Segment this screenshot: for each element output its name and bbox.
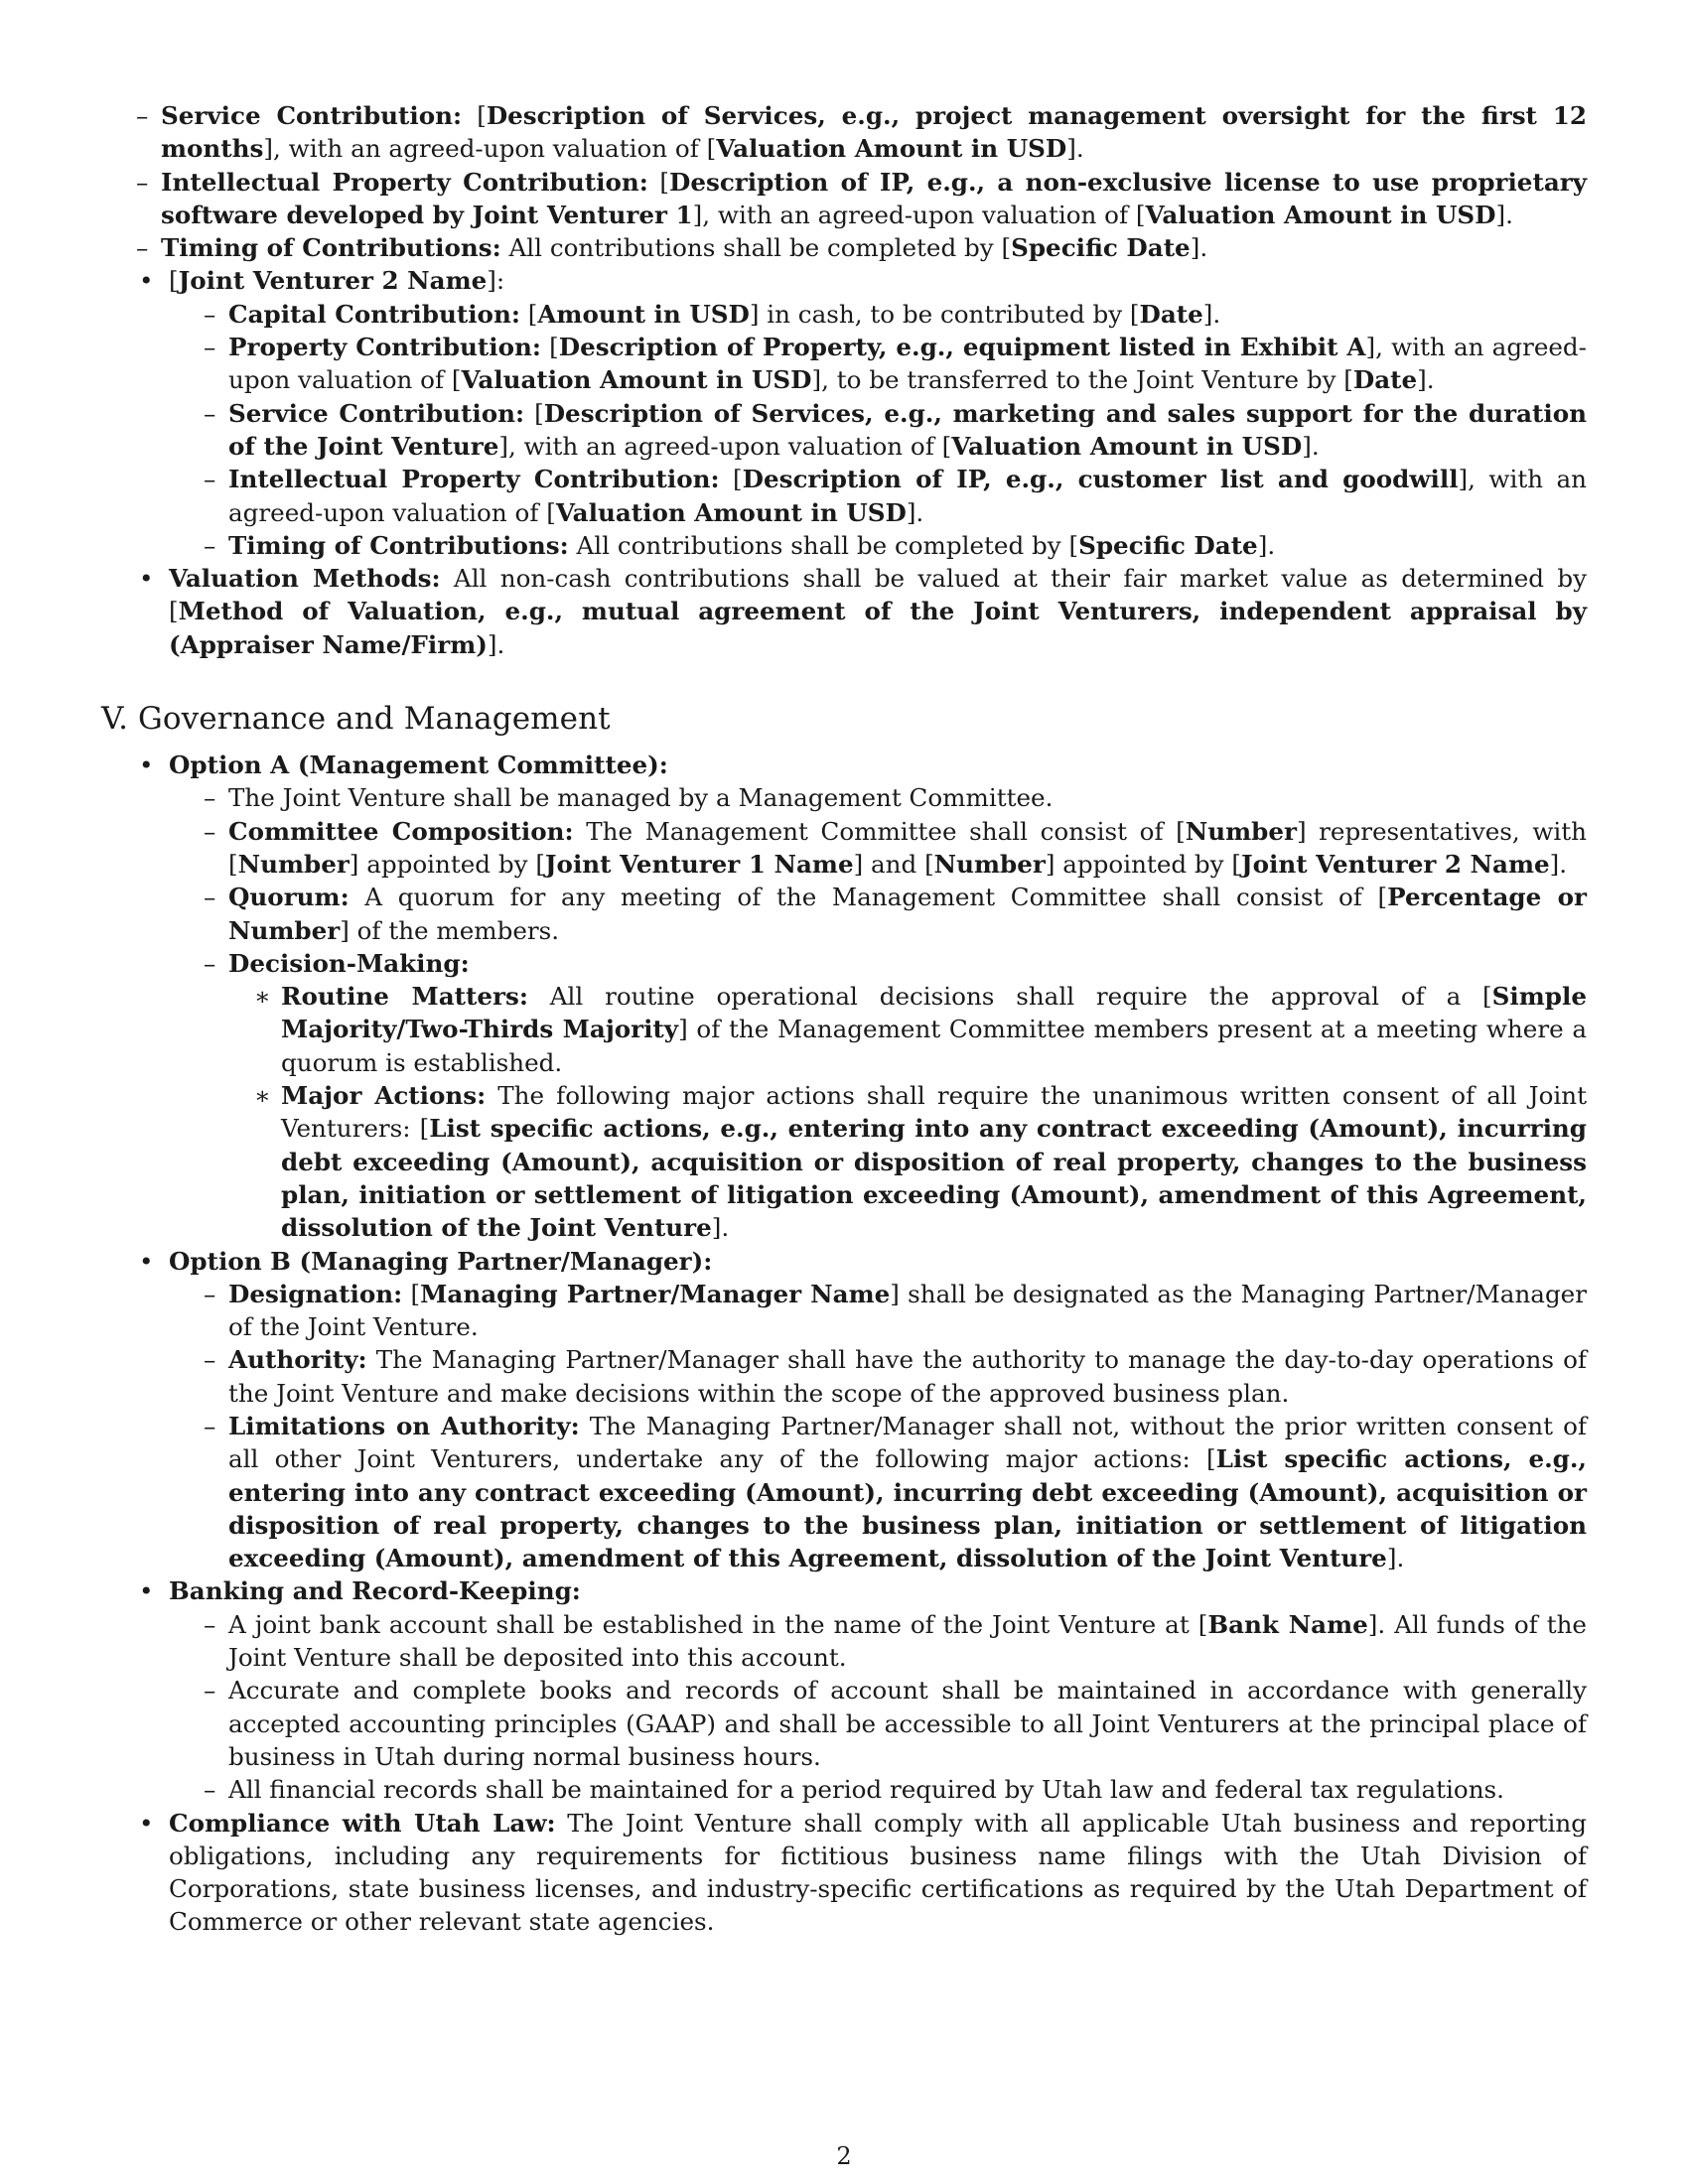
banking-item: • Banking and Record-Keeping: – A joint bank account shall be established in the name of the Joint Venture at [Bank Name]. All funds of the Joint Venture shall be deposited into this account. – Accurate and complete books and records of account shall be maintained in accordance with generally accepted accounting principles (GAAP) and shall be accessible to all Joint Venturers at the principal place of business in Utah during normal business hours. – All financial records shall be maintained for a period required by Utah law and federal tax regulations. [101, 1574, 1587, 1806]
option-b-item: • Option B (Managing Partner/Manager): – Designation: [Managing Partner/Manager Name] shall be designated as the Managing Partner/Manager of the Joint Venture. – Authority: The Managing Partner/Manager shall have the authority to manage the day-to-day operations of the Joint Venture and make decisions within the scope of the approved business plan. – Limitations on Authority: The Managing Partner/Manager shall not, without the prior written consent of all other Joint Venturers, undertake any of the following major actions: [List specific actions, e.g., entering into any contract exceeding (Amount), incurring debt exceeding (Amount), acquisition or disposition of real property, changes to the business plan, initiation or settlement of litigation exceeding (Amount), amendment of this Agreement, dissolution of the Joint Venture]. [101, 1245, 1587, 1575]
list-item: – The Joint Venture shall be managed by a Management Committee. [169, 781, 1587, 814]
list-item: – Accurate and complete books and records of account shall be maintained in accordance with generally accepted accounting principles (GAAP) and shall be accessible to all Joint Venturers at the principal place of business in Utah during normal business hours. [169, 1674, 1587, 1773]
venturer2-item: • [Joint Venturer 2 Name]: – Capital Contribution: [Amount in USD] in cash, to be contributed by [Date]. – Property Contribution: [Description of Property, e.g., equipment listed in Exhibit A], with an agreed-upon valuation of [Valuation Amount in USD], to be transferred to the Joint Venture by [Date]. – Service Contribution: [Description of Services, e.g., marketing and sales support for the duration of the Joint Venture], with an agreed-upon valuation of [Valuation Amount in USD]. – Intellectual Property Contribution: [Description of IP, e.g., customer list and goodwill], with an agreed-upon valuation of [Valuation Amount in USD]. – Timing of Contributions: All contributions shall be completed by [Specific Date]. [101, 264, 1587, 562]
option-a-sublist [169, 781, 1587, 1244]
venturer1-contributions-continued [101, 99, 1587, 264]
list-item: – Quorum: A quorum for any meeting of the Management Committee shall consist of [Percentage or Number] of the members. [169, 881, 1587, 947]
list-item: – A joint bank account shall be established in the name of the Joint Venture at [Bank Name]. All funds of the Joint Venture shall be deposited into this account. [169, 1608, 1587, 1675]
list-item: ∗ Major Actions: The following major actions shall require the unanimous written consent of all Joint Venturers: [List specific actions, e.g., entering into any contract exceeding (Amount), incurring debt exceeding (Amount), acquisition or disposition of real property, changes to the business plan, initiation or settlement of litigation exceeding (Amount), amendment of this Agreement, dissolution of the Joint Venture]. [228, 1079, 1587, 1244]
list-item: – Committee Composition: The Management Committee shall consist of [Number] representatives, with [Number] appointed by [Joint Venturer 1 Name] and [Number] appointed by [Joint Venturer 2 Name]. [169, 815, 1587, 882]
section-heading: V. Governance and Management [101, 701, 611, 738]
page-content [101, 99, 1587, 1939]
list-item: – Designation: [Managing Partner/Manager Name] shall be designated as the Managing Partner/Manager of the Joint Venture. [169, 1278, 1587, 1344]
list-item: – All financial records shall be maintained for a period required by Utah law and federal tax regulations. [169, 1773, 1587, 1806]
list-item: – Service Contribution: [Description of Services, e.g., project management oversight for the first 12 months], with an agreed-upon valuation of [Valuation Amount in USD]. [101, 99, 1587, 166]
banking-sublist [169, 1608, 1587, 1807]
valuation-methods-item: • Valuation Methods: All non-cash contributions shall be valued at their fair market value as determined by [Method of Valuation, e.g., mutual agreement of the Joint Venturers, independent appraisal by (Appraiser Name/Firm)]. [101, 562, 1587, 661]
list-item: – Service Contribution: [Description of Services, e.g., marketing and sales support for the duration of the Joint Venture], with an agreed-upon valuation of [Valuation Amount in USD]. [169, 397, 1587, 464]
venturer2-contributions [169, 298, 1587, 562]
list-item: – Timing of Contributions: All contributions shall be completed by [Specific Date]. [101, 231, 1587, 264]
compliance-item: • Compliance with Utah Law: The Joint Venture shall comply with all applicable Utah business and reporting obligations, including any requirements for fictitious business name filings with the Utah Division of Corporations, state business licenses, and industry-specific certifications as required by the Utah Department of Commerce or other relevant state agencies. [101, 1807, 1587, 1939]
governance-list [101, 749, 1587, 1939]
contributions-list [101, 264, 1587, 661]
list-item: – Property Contribution: [Description of Property, e.g., equipment listed in Exhibit A], with an agreed-upon valuation of [Valuation Amount in USD], to be transferred to the Joint Venture by [Date]. [169, 331, 1587, 397]
option-a-item: • Option A (Management Committee): – The Joint Venture shall be managed by a Management Committee. – Committee Composition: The Management Committee shall consist of [Number] representatives, with [Number] appointed by [Joint Venturer 1 Name] and [Number] appointed by [Joint Venturer 2 Name]. – Quorum: A quorum for any meeting of the Management Committee shall consist of [Percentage or Number] of the members. – Decision-Making: ∗ Routine Matters: All routine operational decisions shall require the approval of a [Simple Majority/Two-Thirds Majority] of the Management Committee members present at a meeting where a quorum is established. ∗ Major Actions: The following major actions shall require the unanimous written consent of all Joint Venturers: [List specific actions, e.g., entering into any contract exceeding (Amount), incurring debt exceeding (Amount), acquisition or disposition of real property, changes to the business plan, initiation or settlement of litigation exceeding (Amount), amendment of this Agreement, dissolution of the Joint Venture]. [101, 749, 1587, 1244]
list-item: – Authority: The Managing Partner/Manager shall have the authority to manage the day-to-day operations of the Joint Venture and make decisions within the scope of the approved business plan. [169, 1343, 1587, 1410]
list-item: – Decision-Making: ∗ Routine Matters: All routine operational decisions shall require the approval of a [Simple Majority/Two-Thirds Majority] of the Management Committee members present at a meeting where a quorum is established. ∗ Major Actions: The following major actions shall require the unanimous written consent of all Joint Venturers: [List specific actions, e.g., entering into any contract exceeding (Amount), incurring debt exceeding (Amount), acquisition or disposition of real property, changes to the business plan, initiation or settlement of litigation exceeding (Amount), amendment of this Agreement, dissolution of the Joint Venture]. [169, 947, 1587, 1245]
list-item: – Capital Contribution: [Amount in USD] in cash, to be contributed by [Date]. [169, 298, 1587, 331]
list-item: – Intellectual Property Contribution: [Description of IP, e.g., customer list and goodwill], with an agreed-upon valuation of [Valuation Amount in USD]. [169, 463, 1587, 529]
list-item: – Intellectual Property Contribution: [Description of IP, e.g., a non-exclusive license to use proprietary software developed by Joint Venturer 1], with an agreed-upon valuation of [Valuation Amount in USD]. [101, 166, 1587, 232]
list-item: ∗ Routine Matters: All routine operational decisions shall require the approval of a [Simple Majority/Two-Thirds Majority] of the Management Committee members present at a meeting where a quorum is established. [228, 980, 1587, 1079]
option-b-sublist [169, 1278, 1587, 1575]
list-item: – Limitations on Authority: The Managing Partner/Manager shall not, without the prior written consent of all other Joint Venturers, undertake any of the following major actions: [List specific actions, e.g., entering into any contract exceeding (Amount), incurring debt exceeding (Amount), acquisition or disposition of real property, changes to the business plan, initiation or settlement of litigation exceeding (Amount), amendment of this Agreement, dissolution of the Joint Venture]. [169, 1410, 1587, 1574]
decision-making-sublist [228, 980, 1587, 1244]
list-item: – Timing of Contributions: All contributions shall be completed by [Specific Date]. [169, 529, 1587, 562]
page-number: 2 [836, 2142, 852, 2170]
